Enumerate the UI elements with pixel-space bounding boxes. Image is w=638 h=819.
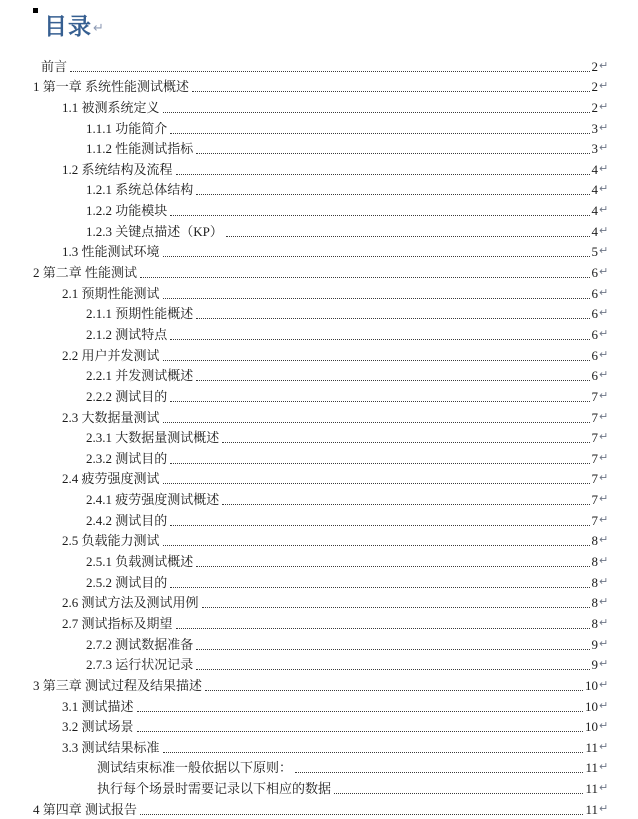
toc-page-number: 2 (591, 79, 598, 95)
paragraph-mark-icon: ↵ (599, 161, 609, 175)
toc-leader-dots (170, 525, 589, 526)
paragraph-mark-icon: ↵ (599, 801, 609, 815)
toc-entry[interactable] (0, 570, 638, 591)
toc-entry[interactable] (0, 529, 638, 550)
toc-entry-label: 2.1 预期性能测试 (62, 285, 160, 301)
toc-leader-dots (70, 71, 589, 72)
toc-page-number: 7 (591, 450, 598, 466)
toc-entry[interactable] (0, 487, 638, 508)
paragraph-mark-icon: ↵ (599, 739, 609, 753)
paragraph-mark-icon: ↵ (599, 79, 609, 93)
toc-entry-label: 2.4.1 疲劳强度测试概述 (86, 492, 220, 508)
toc-entry-label: 2.7 测试指标及期望 (62, 615, 173, 631)
paragraph-mark-icon: ↵ (599, 533, 609, 547)
toc-entry-label: 2.6 测试方法及测试用例 (62, 595, 199, 611)
toc-entry[interactable] (0, 75, 638, 96)
toc-leader-dots (295, 772, 583, 773)
paragraph-mark-icon: ↵ (599, 574, 609, 588)
toc-page-number: 11 (585, 739, 598, 755)
toc-leader-dots (140, 277, 589, 278)
toc-page-number: 4 (591, 161, 598, 177)
toc-leader-dots (163, 360, 590, 361)
toc-entry-label: 1.2.3 关键点描述（KP） (86, 223, 223, 239)
paragraph-mark-icon: ↵ (599, 388, 609, 402)
toc-page-number: 9 (591, 657, 598, 673)
paragraph-mark-icon: ↵ (599, 223, 609, 237)
toc-entry[interactable] (0, 797, 638, 818)
toc-entry[interactable] (0, 95, 638, 116)
toc-entry[interactable] (0, 446, 638, 467)
toc-entry[interactable] (0, 54, 638, 75)
toc-entry[interactable] (0, 756, 638, 777)
toc-entry[interactable] (0, 240, 638, 261)
toc-entry-label: 2.1.1 预期性能概述 (86, 306, 194, 322)
toc-leader-dots (222, 504, 589, 505)
paragraph-mark-icon: ↵ (599, 409, 609, 423)
toc-entry-label: 2.4 疲劳强度测试 (62, 471, 160, 487)
toc-entry-label: 1.3 性能测试环境 (62, 244, 160, 260)
toc-leader-dots (226, 236, 590, 237)
toc-page-number: 11 (585, 760, 598, 776)
toc-leader-dots (196, 194, 589, 195)
toc-entry-label: 2.2 用户并发测试 (62, 347, 160, 363)
toc-entry[interactable] (0, 178, 638, 199)
paragraph-mark-icon: ↵ (599, 450, 609, 464)
paragraph-mark-icon: ↵ (599, 636, 609, 650)
paragraph-mark-icon: ↵ (599, 595, 609, 609)
toc-page-number: 7 (591, 409, 598, 425)
toc-page-number: 2 (591, 58, 598, 74)
toc-page-number: 6 (591, 285, 598, 301)
paragraph-mark-icon: ↵ (599, 492, 609, 506)
toc-entry-label: 2.4.2 测试目的 (86, 512, 168, 528)
toc-entry[interactable] (0, 384, 638, 405)
toc-leader-dots (170, 215, 589, 216)
toc-entry-label: 1.2 系统结构及流程 (62, 161, 173, 177)
toc-leader-dots (163, 256, 590, 257)
paragraph-mark-icon: ↵ (599, 554, 609, 568)
toc-page-number: 3 (591, 120, 598, 136)
toc-page-number: 4 (591, 223, 598, 239)
toc-page-number: 8 (591, 615, 598, 631)
toc-leader-dots (205, 690, 583, 691)
paragraph-mark-icon: ↵ (599, 368, 609, 382)
toc-entry-label: 2.3 大数据量测试 (62, 409, 160, 425)
toc-page-number: 7 (591, 430, 598, 446)
toc-entry[interactable] (0, 137, 638, 158)
paragraph-mark-icon: ↵ (599, 326, 609, 340)
toc-entry-label: 1.1.1 功能简介 (86, 120, 168, 136)
toc-page-number: 2 (591, 99, 598, 115)
toc-entry[interactable] (0, 302, 638, 323)
toc-entry-label: 2.7.3 运行状况记录 (86, 657, 194, 673)
toc-entry-label: 2.3.1 大数据量测试概述 (86, 430, 220, 446)
toc-page-number: 11 (585, 781, 598, 797)
toc-leader-dots (170, 587, 589, 588)
toc-leader-dots (140, 814, 583, 815)
paragraph-mark-icon: ↵ (599, 99, 609, 113)
paragraph-mark-icon: ↵ (599, 781, 609, 795)
paragraph-mark-icon: ↵ (599, 512, 609, 526)
toc-entry[interactable] (0, 694, 638, 715)
paragraph-mark-icon: ↵ (599, 698, 609, 712)
toc-entry-label: 2.7.2 测试数据准备 (86, 636, 194, 652)
toc-entry[interactable] (0, 364, 638, 385)
toc-page-number: 7 (591, 512, 598, 528)
toc-entry[interactable] (0, 776, 638, 797)
paragraph-mark-icon: ↵ (599, 285, 609, 299)
toc-entry-label: 2.5.1 负载测试概述 (86, 554, 194, 570)
paragraph-mark-icon: ↵ (599, 182, 609, 196)
toc-leader-dots (163, 422, 590, 423)
toc-entry[interactable] (0, 343, 638, 364)
toc-leader-dots (196, 669, 589, 670)
paragraph-mark-icon: ↵ (599, 347, 609, 361)
toc-entry-label: 前言 (41, 58, 68, 74)
toc-page-number: 10 (585, 677, 598, 693)
toc-page-number: 7 (591, 388, 598, 404)
toc-leader-dots (202, 607, 590, 608)
paragraph-mark-icon: ↵ (599, 203, 609, 217)
toc-entry-label: 2.3.2 测试目的 (86, 450, 168, 466)
paragraph-mark-icon: ↵ (599, 677, 609, 691)
toc-leader-dots (170, 401, 589, 402)
toc-leader-dots (196, 153, 589, 154)
paragraph-mark-icon: ↵ (599, 244, 609, 258)
toc-leader-dots (196, 566, 589, 567)
toc-leader-dots (196, 380, 589, 381)
paragraph-mark-icon: ↵ (93, 21, 104, 36)
toc-entry-label: 2 第二章 性能测试 (33, 265, 138, 281)
toc-entry[interactable] (0, 632, 638, 653)
toc-page-number: 6 (591, 368, 598, 384)
toc-page-number: 7 (591, 471, 598, 487)
toc-leader-dots (163, 545, 590, 546)
toc-entry-label: 3.2 测试场景 (62, 719, 134, 735)
toc-entry-label: 1.1.2 性能测试指标 (86, 141, 194, 157)
toc-entry-label: 2.2.2 测试目的 (86, 388, 168, 404)
toc-page-number: 5 (591, 244, 598, 260)
toc-leader-dots (163, 112, 590, 113)
paragraph-mark-icon: ↵ (599, 58, 609, 72)
toc-page-number: 8 (591, 533, 598, 549)
toc-entry[interactable] (0, 322, 638, 343)
toc-page-number: 6 (591, 265, 598, 281)
toc-page-number: 6 (591, 326, 598, 342)
toc-entry-label: 1.2.2 功能模块 (86, 203, 168, 219)
toc-entry-label: 2.2.1 并发测试概述 (86, 368, 194, 384)
toc-leader-dots (170, 133, 589, 134)
toc-page-number: 6 (591, 347, 598, 363)
toc-entry[interactable] (0, 549, 638, 570)
paragraph-mark-icon: ↵ (599, 306, 609, 320)
toc-leader-dots (163, 752, 584, 753)
toc-leader-dots (196, 649, 589, 650)
toc-entry-label: 3 第三章 测试过程及结果描述 (33, 677, 203, 693)
paragraph-mark-icon: ↵ (599, 141, 609, 155)
page-title (44, 12, 104, 44)
toc-leader-dots (163, 483, 590, 484)
toc-leader-dots (170, 339, 589, 340)
toc-leader-dots (176, 628, 590, 629)
toc-entry[interactable] (0, 157, 638, 178)
toc-leader-dots (192, 91, 589, 92)
toc-entry-label: 执行每个场景时需要记录以下相应的数据 (97, 781, 332, 797)
toc-leader-dots (222, 442, 589, 443)
toc-page-number: 4 (591, 182, 598, 198)
toc-entry[interactable] (0, 426, 638, 447)
toc-entry-label: 1 第一章 系统性能测试概述 (33, 79, 190, 95)
toc-page-number: 8 (591, 574, 598, 590)
toc-entry[interactable] (0, 735, 638, 756)
toc-page-number: 9 (591, 636, 598, 652)
toc-leader-dots (170, 463, 589, 464)
toc-entry-label: 2.1.2 测试特点 (86, 326, 168, 342)
toc-entry[interactable] (0, 405, 638, 426)
toc-entry-label: 3.3 测试结果标准 (62, 739, 160, 755)
toc-leader-dots (163, 298, 590, 299)
toc-entry[interactable] (0, 508, 638, 529)
paragraph-mark-icon: ↵ (599, 265, 609, 279)
toc-entry-label: 3.1 测试描述 (62, 698, 134, 714)
toc-page-number: 6 (591, 306, 598, 322)
toc-entry[interactable] (0, 116, 638, 137)
toc-entry-label: 4 第四章 测试报告 (33, 801, 138, 817)
toc-entry[interactable] (0, 653, 638, 674)
paragraph-mark-icon: ↵ (599, 657, 609, 671)
toc-page-number: 8 (591, 595, 598, 611)
toc-page-number: 10 (585, 719, 598, 735)
toc-entry[interactable] (0, 198, 638, 219)
toc-page-number: 7 (591, 492, 598, 508)
paragraph-mark-icon: ↵ (599, 615, 609, 629)
toc-entry-label: 2.5 负载能力测试 (62, 533, 160, 549)
page-title-text: 目录 (44, 14, 92, 40)
toc-leader-dots (196, 318, 589, 319)
toc-entry-label: 测试结束标准一般依据以下原则： (97, 760, 293, 776)
toc-entry[interactable] (0, 591, 638, 612)
toc-leader-dots (137, 731, 583, 732)
toc-entry-label: 1.2.1 系统总体结构 (86, 182, 194, 198)
toc-entry[interactable] (0, 611, 638, 632)
toc-page-number: 10 (585, 698, 598, 714)
toc-page-number: 11 (585, 801, 598, 817)
toc-page-number: 8 (591, 554, 598, 570)
toc-entry-label: 1.1 被测系统定义 (62, 99, 160, 115)
toc-leader-dots (334, 793, 583, 794)
toc-entry[interactable] (0, 467, 638, 488)
paragraph-mark-icon: ↵ (599, 120, 609, 134)
paragraph-mark-icon: ↵ (599, 430, 609, 444)
paragraph-mark-icon: ↵ (599, 719, 609, 733)
anchor-square-icon (33, 8, 38, 13)
paragraph-mark-icon: ↵ (599, 760, 609, 774)
toc-list (0, 54, 638, 818)
toc-leader-dots (176, 174, 590, 175)
toc-entry[interactable] (0, 715, 638, 736)
toc-page-number: 3 (591, 141, 598, 157)
paragraph-mark-icon: ↵ (599, 471, 609, 485)
toc-entry[interactable] (0, 673, 638, 694)
toc-entry-label: 2.5.2 测试目的 (86, 574, 168, 590)
toc-entry[interactable] (0, 281, 638, 302)
toc-page-number: 4 (591, 203, 598, 219)
toc-leader-dots (137, 711, 583, 712)
toc-entry[interactable] (0, 219, 638, 240)
toc-entry[interactable] (0, 260, 638, 281)
